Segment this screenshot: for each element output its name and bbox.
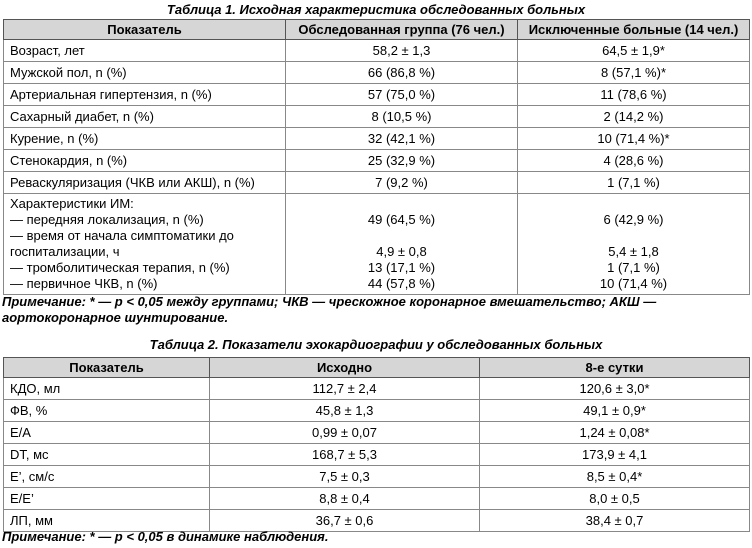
table2-value-cell: 173,9 ± 4,1 — [480, 444, 750, 466]
table2-label-cell: E/A — [4, 422, 210, 444]
table1-value-cell: 2 (14,2 %) — [518, 106, 750, 128]
table1-value-cell: 66 (86,8 %) — [286, 62, 518, 84]
table1-row — [4, 172, 750, 194]
im-group1-cell — [286, 194, 518, 295]
table1-label-cell: Стенокардия, n (%) — [4, 150, 286, 172]
im-item-label: — тромболитическая терапия, n (%) — [10, 260, 230, 275]
table1-im-row — [4, 194, 750, 295]
table2-value-cell: 0,99 ± 0,07 — [210, 422, 480, 444]
table2-row — [4, 466, 750, 488]
table2-header-indicator: Показатель — [4, 358, 210, 378]
table1-label-cell: Артериальная гипертензия, n (%) — [4, 84, 286, 106]
table1-header-examined-group: Обследованная группа (76 чел.) — [286, 20, 518, 40]
im-item-value: 13 (17,1 %) — [367, 260, 436, 275]
table2-value-cell: 49,1 ± 0,9* — [480, 400, 750, 422]
table1-value-cell: 32 (42,1 %) — [286, 128, 518, 150]
table2-label-cell: DT, мс — [4, 444, 210, 466]
table1-value-cell: 25 (32,9 %) — [286, 150, 518, 172]
table1-label-cell: Реваскуляризация (ЧКВ или АКШ), n (%) — [4, 172, 286, 194]
table1-label-cell: Сахарный диабет, n (%) — [4, 106, 286, 128]
table2-row — [4, 422, 750, 444]
table2-value-cell: 112,7 ± 2,4 — [210, 378, 480, 400]
im-item-value: 4,9 ± 0,8 — [376, 244, 427, 259]
table1-row — [4, 128, 750, 150]
table2-value-cell: 120,6 ± 3,0* — [480, 378, 750, 400]
table1-row — [4, 62, 750, 84]
table2-row — [4, 488, 750, 510]
im-item-label: — первичное ЧКВ, n (%) — [10, 276, 158, 291]
im-group2-cell — [518, 194, 750, 295]
table2-value-cell: 168,7 ± 5,3 — [210, 444, 480, 466]
table2-label-cell: КДО, мл — [4, 378, 210, 400]
table2-value-cell: 45,8 ± 1,3 — [210, 400, 480, 422]
table1-caption: Таблица 1. Исходная характеристика обследованных больных — [166, 2, 586, 17]
table2-label-cell: E/E’ — [4, 488, 210, 510]
table1-header-excluded-patients: Исключенные больные (14 чел.) — [518, 20, 750, 40]
table2-caption: Таблица 2. Показатели эхокардиографии у обследованных больных — [149, 337, 603, 352]
table2-label-cell: ЛП, мм — [4, 510, 210, 532]
table2-label-cell: ФВ, % — [4, 400, 210, 422]
table1-value-cell: 10 (71,4 %)* — [518, 128, 750, 150]
table1-header-indicator: Показатель — [4, 20, 286, 40]
table1-value-cell: 7 (9,2 %) — [286, 172, 518, 194]
im-title: Характеристики ИМ: — [10, 196, 134, 211]
table1-value-cell: 8 (57,1 %)* — [518, 62, 750, 84]
table2-value-cell: 7,5 ± 0,3 — [210, 466, 480, 488]
table2-note: Примечание: * — p < 0,05 в динамике наблюдения. — [2, 529, 329, 544]
table2-value-cell: 38,4 ± 0,7 — [480, 510, 750, 532]
table2-row — [4, 400, 750, 422]
table1-label-cell: Возраст, лет — [4, 40, 286, 62]
im-item-value: 10 (71,4 %) — [599, 276, 668, 291]
table2-value-cell: 8,0 ± 0,5 — [480, 488, 750, 510]
table1-row — [4, 84, 750, 106]
im-item-value: 6 (42,9 %) — [603, 212, 664, 227]
table1-value-cell: 57 (75,0 %) — [286, 84, 518, 106]
table2-row — [4, 444, 750, 466]
table2 — [3, 357, 750, 532]
table2-label-cell: E’, см/с — [4, 466, 210, 488]
table2-header-baseline: Исходно — [210, 358, 480, 378]
im-labels-cell — [4, 194, 286, 295]
im-item-value: 5,4 ± 1,8 — [608, 244, 659, 259]
table2-value-cell: 1,24 ± 0,08* — [480, 422, 750, 444]
table1-row — [4, 106, 750, 128]
table1-value-cell: 64,5 ± 1,9* — [518, 40, 750, 62]
table1-value-cell: 58,2 ± 1,3 — [286, 40, 518, 62]
table1-label-cell: Мужской пол, n (%) — [4, 62, 286, 84]
im-item-label: — передняя локализация, n (%) — [10, 212, 204, 227]
im-item-label: — время от начала симптоматики до госпитализации, ч — [10, 228, 234, 259]
table2-value-cell: 36,7 ± 0,6 — [210, 510, 480, 532]
table1-header-row — [4, 20, 750, 40]
table1-value-cell: 4 (28,6 %) — [518, 150, 750, 172]
table1-value-cell: 1 (7,1 %) — [518, 172, 750, 194]
table1-label-cell: Курение, n (%) — [4, 128, 286, 150]
im-item-value: 49 (64,5 %) — [367, 212, 436, 227]
table1-row — [4, 150, 750, 172]
table2-row — [4, 378, 750, 400]
table1-value-cell: 8 (10,5 %) — [286, 106, 518, 128]
table2-header-row — [4, 358, 750, 378]
table2-value-cell: 8,5 ± 0,4* — [480, 466, 750, 488]
table1-row — [4, 40, 750, 62]
table1-note: Примечание: * — p < 0,05 между группами; ЧКВ — чрескожное коронарное вмешательство; АКШ — аортокоронарное шунтирование. — [2, 294, 657, 325]
table2-header-day8: 8-е сутки — [480, 358, 750, 378]
table2-value-cell: 8,8 ± 0,4 — [210, 488, 480, 510]
table1 — [3, 19, 750, 295]
im-item-value: 44 (57,8 %) — [367, 276, 436, 291]
table1-value-cell: 11 (78,6 %) — [518, 84, 750, 106]
im-item-value: 1 (7,1 %) — [607, 260, 660, 275]
